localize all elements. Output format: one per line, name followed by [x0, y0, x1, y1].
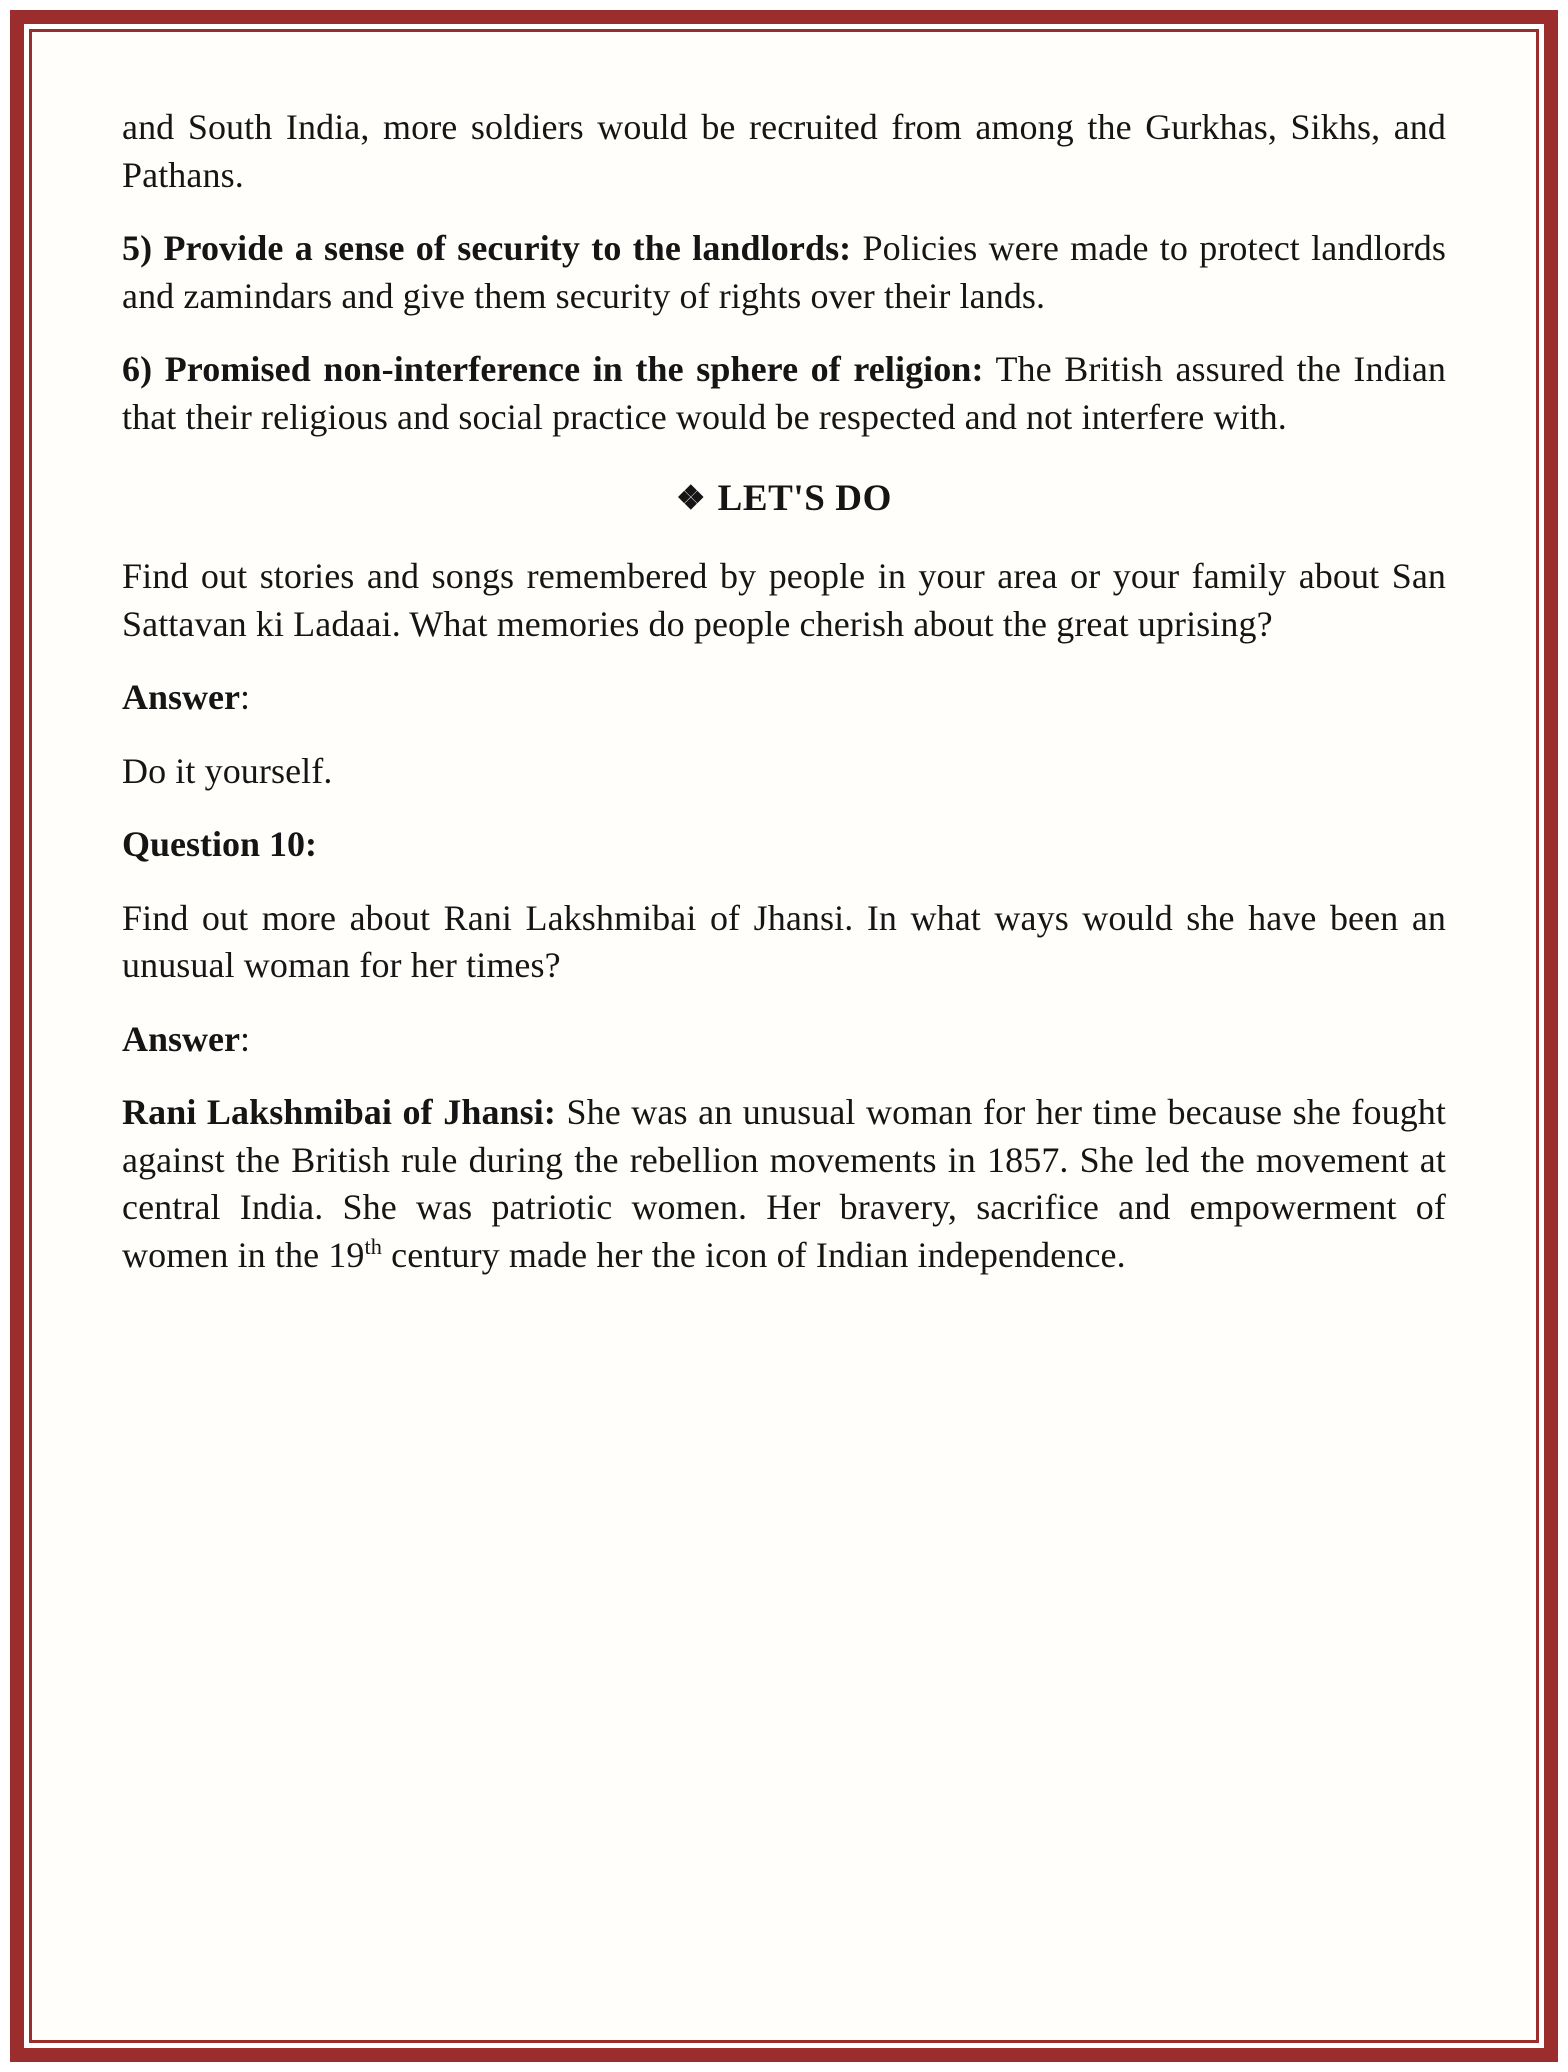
lets-do-answer-label [122, 674, 1446, 722]
answer-body-part-1: She was an unusual woman for her time because she fought against the British rule during the rebellion movements in 1857. She led the movement at central India. She was patriotic women. Her bravery, sacrifice and empowerment of women in the 19 [122, 1092, 1447, 1275]
question-10-label [122, 821, 1446, 869]
page-border-outer [10, 10, 1558, 2062]
lets-do-answer-text: Do it yourself. [122, 750, 333, 791]
point-6-text: The British assured the Indian that their religious and social practice would be respected and not interfere with. [122, 349, 1446, 437]
lets-do-prompt: Find out stories and songs remembered by people in your area or your family about San Sattavan ki Ladaai. What memories do people cherish about the great uprising? [122, 556, 1446, 644]
answer-label-colon-2: : [239, 1018, 250, 1059]
question-10-label-text: Question 10: [122, 824, 318, 865]
ordinal-suffix: th [364, 1233, 383, 1259]
question-10-answer-text [122, 1089, 1446, 1279]
page-content [32, 32, 1536, 1279]
paragraph-point-6 [122, 346, 1446, 441]
point-5-text: Policies were made to protect landlords and zamindars and give them security of rights over their lands. [122, 228, 1447, 316]
answer-label-text: Answer [122, 677, 240, 718]
question-10-text: Find out more about Rani Lakshmibai of Jhansi. In what ways would she have been an unusual woman for her times? [122, 897, 1446, 986]
answer-label-text-2: Answer [122, 1018, 240, 1059]
diamond-bullet-icon: ❖ [675, 481, 706, 518]
point-5-lead: 5) Provide a sense of security to the landlords: [122, 228, 852, 269]
paragraph-continued: and South India, more soldiers would be recruited from among the Gurkhas, Sikhs, and Pathans. [122, 107, 1446, 195]
point-6-lead: 6) Promised non-interference in the sphere of religion: [122, 349, 984, 390]
answer-label-colon: : [239, 677, 250, 718]
answer-body-part-2: century made her the icon of Indian independence. [382, 1234, 1126, 1275]
paragraph-point-5 [122, 225, 1446, 320]
question-10-answer-label [122, 1016, 1446, 1064]
page-border-inner [29, 29, 1539, 2043]
lets-do-heading [122, 475, 1446, 523]
answer-lead-rani: Rani Lakshmibai of Jhansi: [122, 1092, 556, 1133]
lets-do-title: LET'S DO [717, 478, 893, 520]
